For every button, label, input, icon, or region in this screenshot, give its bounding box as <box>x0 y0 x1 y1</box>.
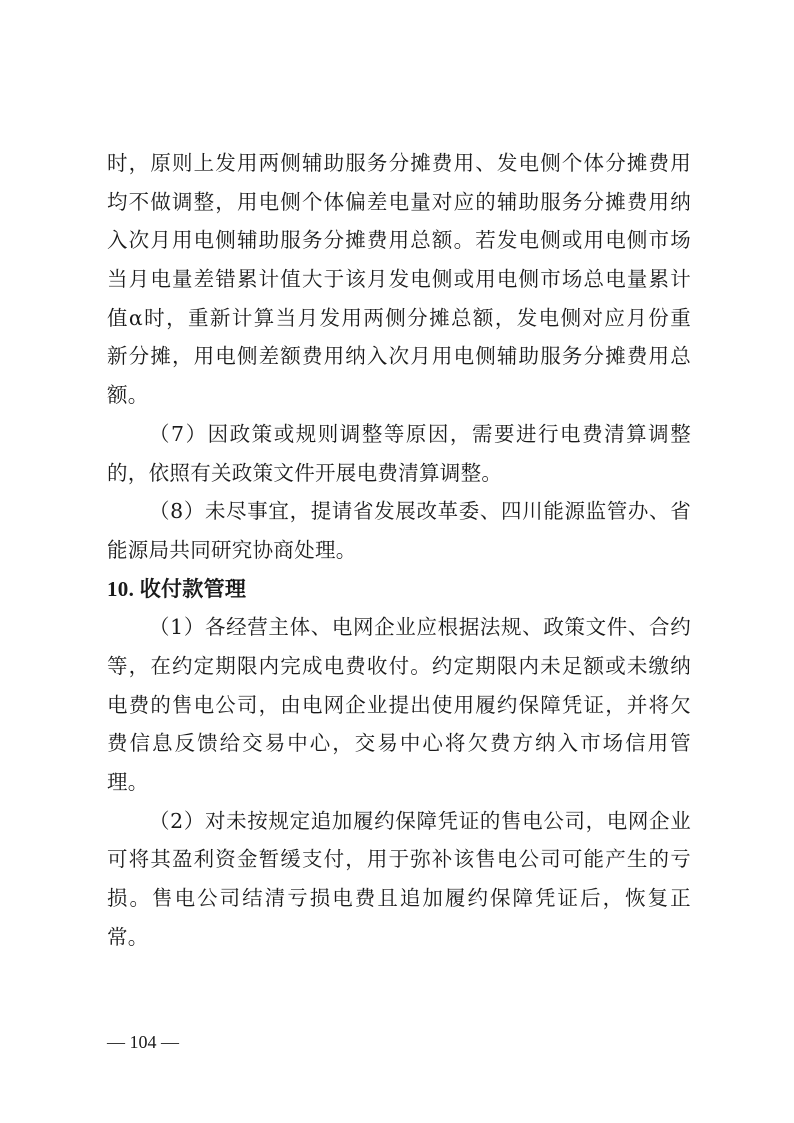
paragraph <box>107 492 691 569</box>
text-line: 新分摊，用电侧差额费用纳入次月用电侧辅助服务分摊费用总 <box>107 344 691 369</box>
text-line: （2）对未按规定追加履约保障凭证的售电公司，电网企业 <box>149 808 691 833</box>
text-line: （8）未尽事宜，提请省发展改革委、四川能源监管办、省 <box>149 499 691 524</box>
text-line: 入次月用电侧辅助服务分摊费用总额。若发电侧或用电侧市场 <box>107 228 691 253</box>
text-line: 的，依照有关政策文件开展电费清算调整。 <box>107 460 503 485</box>
text-line: 额。 <box>107 383 149 408</box>
text-line: 能源局共同研究协商处理。 <box>107 537 357 562</box>
text-line: 常。 <box>107 924 149 949</box>
text-line: （1）各经营主体、电网企业应根据法规、政策文件、合约 <box>149 615 691 640</box>
paragraph <box>107 415 691 492</box>
text-line: （7）因政策或规则调整等原因，需要进行电费清算调整 <box>149 421 691 446</box>
heading-text: 10. 收付款管理 <box>107 576 247 601</box>
page-number: — 104 — <box>107 1032 179 1052</box>
text-line: 当月电量差错累计值大于该月发电侧或用电侧市场总电量累计 <box>107 267 691 292</box>
paragraph <box>107 802 691 957</box>
text-line: 理。 <box>107 770 149 794</box>
paragraph <box>107 608 691 801</box>
text-line: 时，原则上发用两侧辅助服务分摊费用、发电侧个体分摊费用 <box>107 151 691 175</box>
text-line: 损。售电公司结清亏损电费且追加履约保障凭证后，恢复正 <box>107 886 691 911</box>
text-line: 可将其盈利资金暂缓支付，用于弥补该售电公司可能产生的亏 <box>107 847 691 872</box>
text-line: 值α时，重新计算当月发用两侧分摊总额，发电侧对应月份重 <box>107 305 691 330</box>
text-line: 费信息反馈给交易中心，交易中心将欠费方纳入市场信用管 <box>107 731 691 756</box>
text-line: 电费的售电公司，由电网企业提出使用履约保障凭证，并将欠 <box>107 692 691 717</box>
document-body <box>107 144 691 956</box>
text-line: 等，在约定期限内完成电费收付。约定期限内未足额或未缴纳 <box>107 653 691 678</box>
paragraph <box>107 144 691 415</box>
section-heading <box>107 570 691 609</box>
text-line: 均不做调整，用电侧个体偏差电量对应的辅助服务分摊费用纳 <box>107 189 691 214</box>
